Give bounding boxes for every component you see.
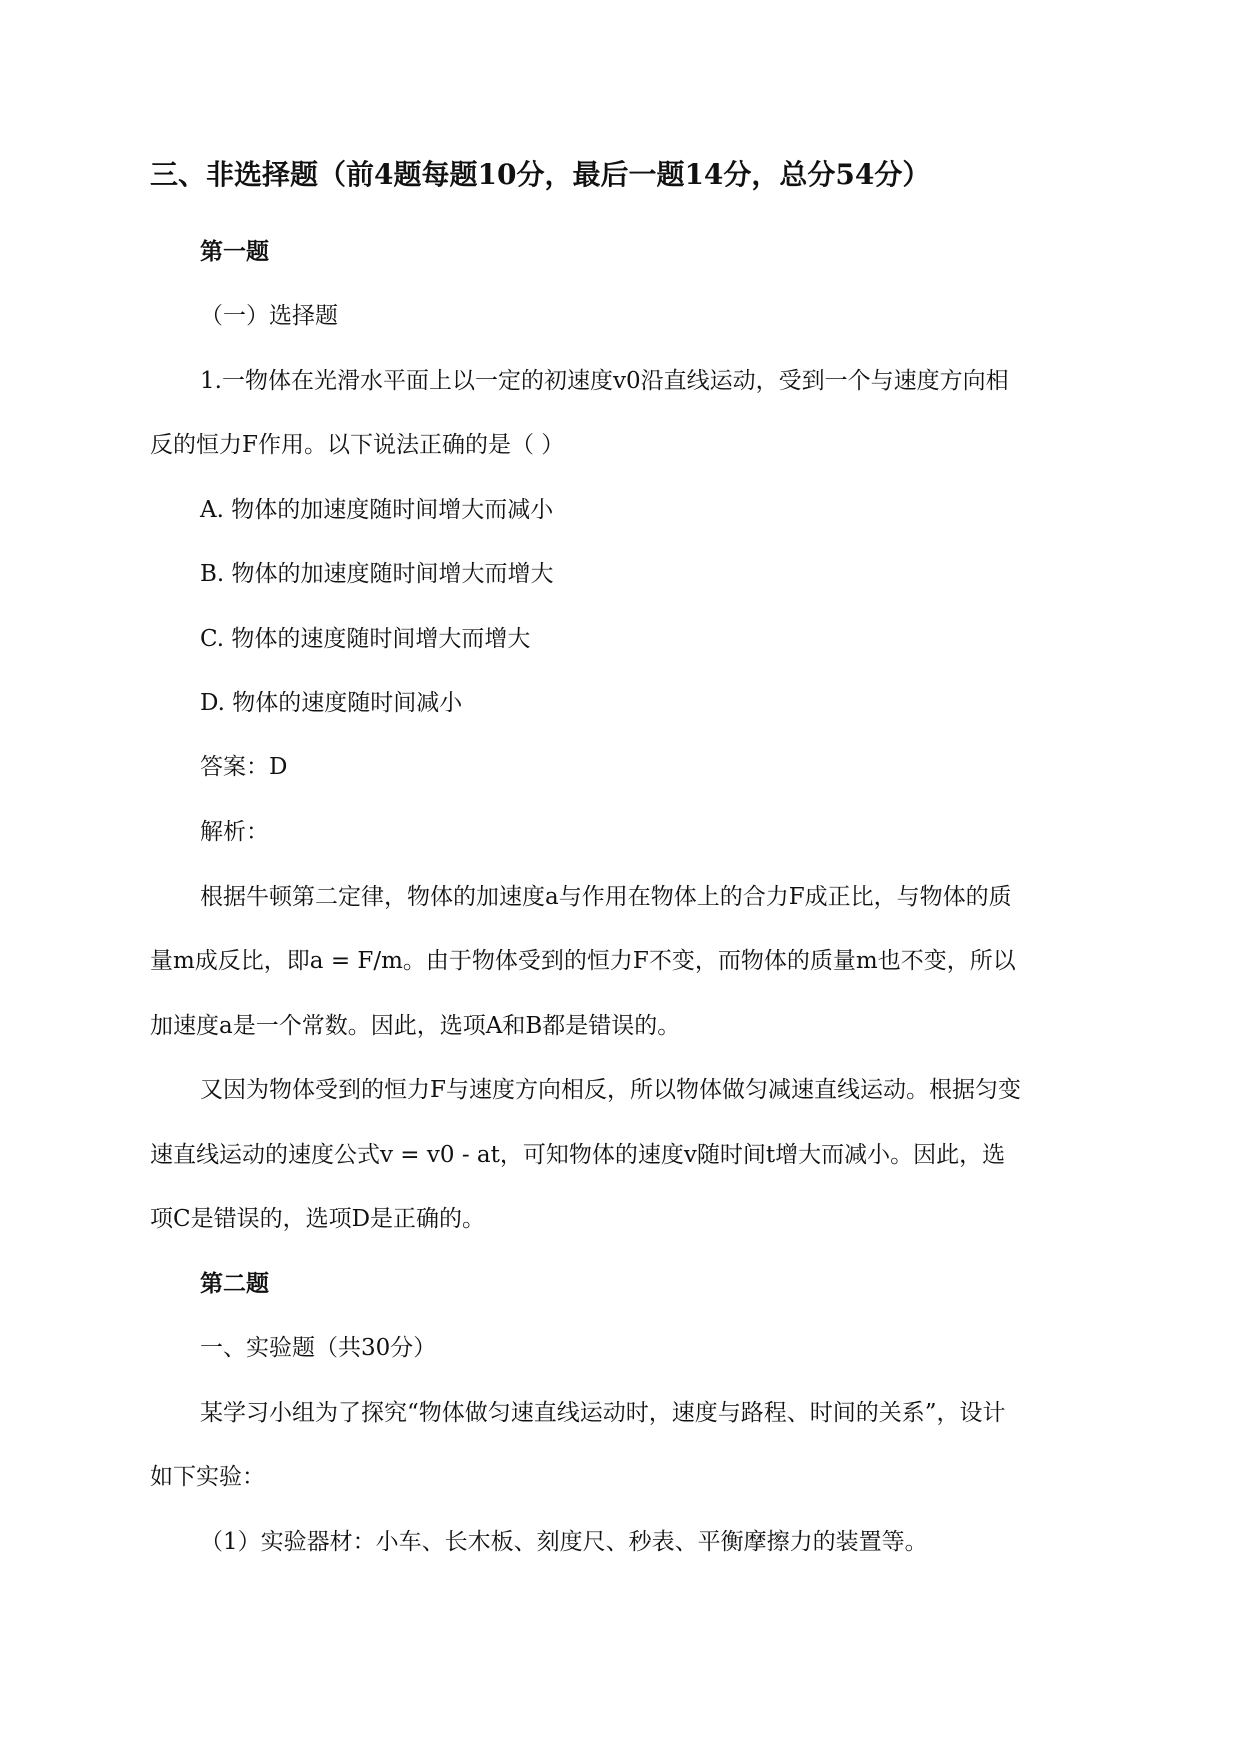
question-2-subheading: 一、实验题（共30分） bbox=[200, 1335, 437, 1361]
answer: 答案：D bbox=[200, 754, 288, 780]
list-item: （1）实验器材：小车、长木板、刻度尺、秒表、平衡摩擦力的装置等。 bbox=[200, 1529, 928, 1555]
analysis-line: 加速度a是一个常数。因此，选项A和B都是错误的。 bbox=[150, 1013, 681, 1039]
option-a: A. 物体的加速度随时间增大而减小 bbox=[200, 497, 554, 523]
section-title: 三、非选择题（前4题每题10分，最后一题14分，总分54分） bbox=[150, 158, 931, 191]
analysis-line: 量m成反比，即a = F/m。由于物体受到的恒力F不变，而物体的质量m也不变，所以 bbox=[150, 948, 1016, 974]
intro-line: 某学习小组为了探究“物体做匀速直线运动时，速度与路程、时间的关系”，设计 bbox=[200, 1400, 1006, 1426]
option-d: D. 物体的速度随时间减小 bbox=[200, 690, 463, 716]
analysis-line: 又因为物体受到的恒力F与速度方向相反，所以物体做匀减速直线运动。根据匀变 bbox=[200, 1077, 1021, 1103]
analysis-line: 根据牛顿第二定律，物体的加速度a与作用在物体上的合力F成正比，与物体的质 bbox=[200, 884, 1012, 910]
question-1-heading: 第一题 bbox=[200, 238, 269, 265]
question-1-subheading: （一）选择题 bbox=[200, 303, 338, 329]
question-stem: 1.一物体在光滑水平面上以一定的初速度v0沿直线运动，受到一个与速度方向相 bbox=[200, 368, 1009, 394]
question-2-heading: 第二题 bbox=[200, 1270, 269, 1297]
analysis-line: 项C是错误的，选项D是正确的。 bbox=[150, 1206, 486, 1232]
analysis-label: 解析： bbox=[200, 819, 269, 845]
intro-line: 如下实验： bbox=[150, 1464, 265, 1490]
option-b: B. 物体的加速度随时间增大而增大 bbox=[200, 561, 554, 587]
analysis-line: 速直线运动的速度公式v = v0 - at，可知物体的速度v随时间t增大而减小。因此，选 bbox=[150, 1142, 1006, 1168]
question-stem: 反的恒力F作用。以下说法正确的是（ ） bbox=[150, 432, 565, 458]
option-c: C. 物体的速度随时间增大而增大 bbox=[200, 626, 531, 652]
